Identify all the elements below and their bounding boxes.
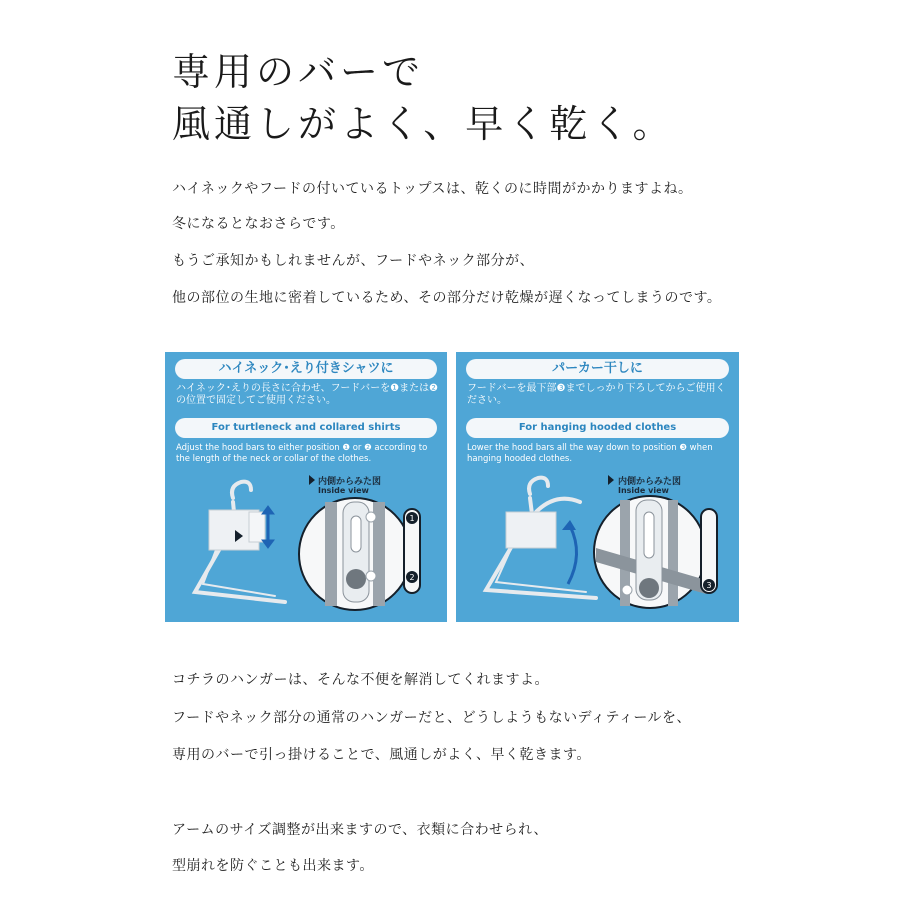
panel-title-en: For hanging hooded clothes	[466, 418, 729, 438]
hood-bar-block	[506, 512, 556, 548]
body2-line-1: アームのサイズ調整が出来ますので、衣類に合わせられ、	[172, 822, 549, 838]
headline	[172, 46, 674, 150]
inside-view-en: Inside view	[618, 486, 669, 495]
inside-view-arrow-icon	[608, 475, 614, 485]
hanger-illustration	[456, 352, 739, 622]
panel-text-jp: フードバーを最下部❸までしっかり下ろしてからご使用ください。	[467, 383, 726, 406]
curved-arrow-icon	[568, 526, 577, 584]
body2-line-2: 型崩れを防ぐことも出来ます。	[172, 858, 374, 874]
position-1-label: 1	[409, 514, 415, 523]
knob	[639, 578, 659, 598]
body1-line-3: 専用のバーで引っ掛けることで、風通しがよく、早く乾きます。	[172, 747, 591, 763]
body1-line-2: フードやネック部分の通常のハンガーだと、どうしようもないディティールを、	[172, 710, 692, 726]
intro-line-2: 冬になるとなおさらです。	[172, 216, 345, 232]
intro-line-3: もうご承知かもしれませんが、フードやネック部分が、	[172, 253, 535, 269]
instruction-panel-turtleneck	[165, 352, 447, 622]
position-3-label: 3	[706, 581, 712, 590]
panel-title-jp: パーカー干しに	[466, 359, 729, 379]
panel-text-jp: ハイネック･えりの長さに合わせ、フードバーを❶または❷の位置で固定してご使用ください。	[176, 383, 439, 406]
body1-line-1: コチラのハンガーは、そんな不便を解消してくれますよ。	[172, 672, 549, 688]
inside-view-en: Inside view	[318, 486, 369, 495]
panel-title-jp: ハイネック･えり付きシャツに	[175, 359, 437, 379]
knob	[346, 569, 366, 589]
panel-text-en: Lower the hood bars all the way down to position ❸ when hanging hooded clothes.	[467, 443, 713, 464]
hanger-illustration	[165, 352, 447, 622]
panel-text-en: Adjust the hood bars to either position ❶ or ❷ according to the length of the neck or collar of the clothes.	[176, 443, 428, 464]
headline-line-1: 専用のバーで	[172, 50, 425, 94]
panel-title-en: For turtleneck and collared shirts	[175, 418, 437, 438]
position-2-label: 2	[409, 573, 415, 582]
headline-line-2: 風通しがよく、早く乾く。	[172, 102, 675, 146]
inside-view-jp: 内側からみた図	[318, 477, 382, 487]
instruction-panel-hooded	[456, 352, 739, 622]
intro-line-4: 他の部位の生地に密着しているため、その部分だけ乾燥が遅くなってしまうのです。	[172, 290, 722, 306]
intro-line-1: ハイネックやフードの付いているトップスは、乾くのに時間がかかりますよね。	[172, 181, 693, 197]
inside-view-jp: 内側からみた図	[618, 477, 682, 487]
inside-view-arrow-icon	[309, 475, 315, 485]
